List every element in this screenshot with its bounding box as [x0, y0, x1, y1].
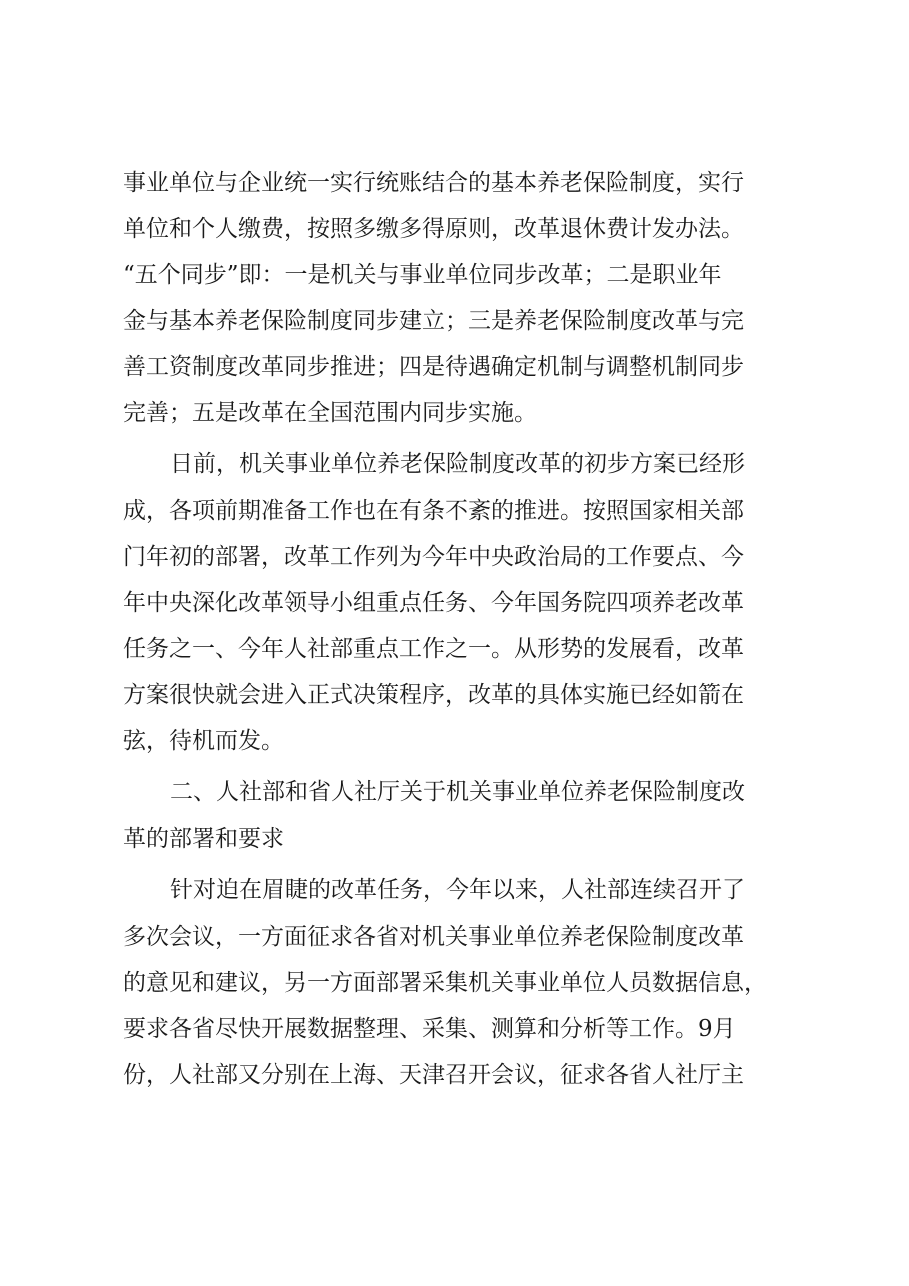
text-line: 完善；五是改革在全国范围内同步实施。 — [123, 400, 537, 426]
text-line: 任务之一、今年人社部重点工作之一。从形势的发展看，改革 — [123, 636, 744, 662]
paragraph-first-line: 针对迫在眉睫的改革任务，今年以来，人社部连续召开了 — [170, 877, 745, 903]
text-line: 弦，待机而发。 — [123, 728, 284, 754]
text-line: 单位和个人缴费，按照多缴多得原则，改革退休费计发办法。 — [123, 216, 744, 242]
text-line: 门年初的部署，改革工作列为今年中央政治局的工作要点、今 — [123, 544, 744, 570]
text-line: 成，各项前期准备工作也在有条不紊的推进。按照国家相关部 — [123, 498, 744, 524]
paragraph-first-line: 日前，机关事业单位养老保险制度改革的初步方案已经形 — [170, 451, 745, 477]
text-line: “五个同步”即：一是机关与事业单位同步改革；二是职业年 — [123, 262, 722, 288]
text-line: 事业单位与企业统一实行统账结合的基本养老保险制度，实行 — [123, 170, 744, 196]
section-heading-line: 二、人社部和省人社厅关于机关事业单位养老保险制度改 — [170, 779, 745, 805]
text-line: 善工资制度改革同步推进；四是待遇确定机制与调整机制同步 — [123, 354, 744, 380]
text-line: 的意见和建议，另一方面部署采集机关事业单位人员数据信息， — [123, 970, 767, 996]
text-line: 份，人社部又分别在上海、天津召开会议，征求各省人社厅主 — [123, 1062, 744, 1088]
text-line: 金与基本养老保险制度同步建立；三是养老保险制度改革与完 — [123, 308, 744, 334]
section-heading-line: 革的部署和要求 — [123, 826, 284, 852]
text-line: 年中央深化改革领导小组重点任务、今年国务院四项养老改革 — [123, 590, 744, 616]
text-line: 要求各省尽快开展数据整理、采集、测算和分析等工作。9月 — [123, 1016, 736, 1042]
text-line: 方案很快就会进入正式决策程序，改革的具体实施已经如箭在 — [123, 682, 744, 708]
text-line: 多次会议，一方面征求各省对机关事业单位养老保险制度改革 — [123, 924, 744, 950]
